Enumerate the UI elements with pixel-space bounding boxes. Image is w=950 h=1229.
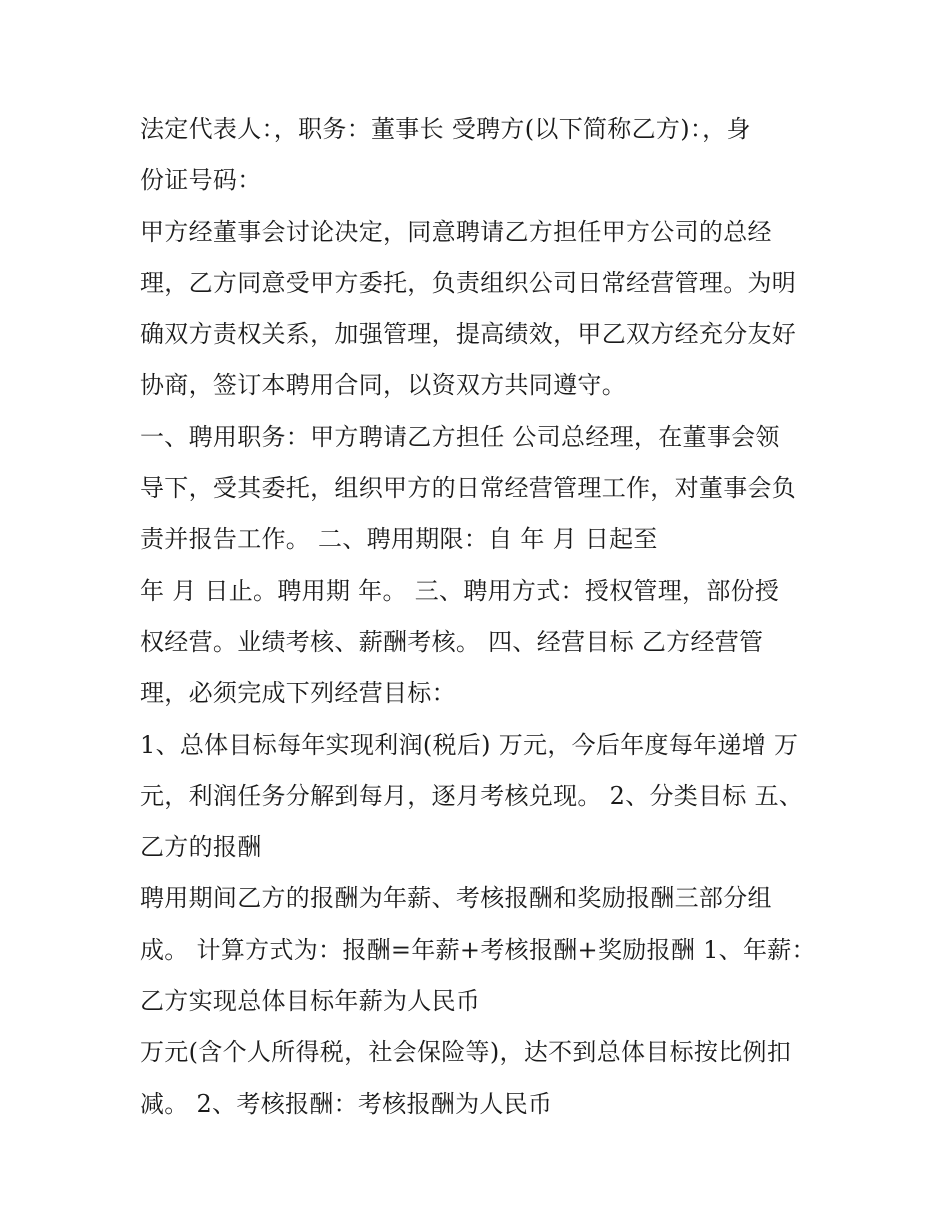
text-line: 元，利润任务分解到每月，逐月考核兑现。 2、分类目标 五、 — [140, 781, 804, 810]
text-line: 责并报告工作。 二、聘用期限：自 年 月 日起至 — [140, 525, 658, 554]
text-line: 协商，签订本聘用合同，以资双方共同遵守。 — [140, 371, 626, 400]
contract-body — [140, 104, 820, 1130]
text-line: 理，乙方同意受甲方委托，负责组织公司日常经营管理。为明 — [140, 268, 797, 297]
text-line: 甲方经董事会讨论决定，同意聘请乙方担任甲方公司的总经 — [140, 217, 772, 246]
text-line: 减。 2、考核报酬：考核报酬为人民币 — [140, 1089, 553, 1118]
text-line: 乙方的报酬 — [140, 833, 262, 862]
text-line: 1、总体目标每年实现利润(税后) 万元，今后年度每年递增 万 — [140, 730, 799, 759]
text-line: 导下，受其委托，组织甲方的日常经营管理工作，对董事会负 — [140, 474, 797, 503]
text-line: 年 月 日止。聘用期 年。 三、聘用方式：授权管理，部份授 — [140, 576, 780, 605]
text-line: 乙方实现总体目标年薪为人民币 — [140, 987, 481, 1016]
text-line: 万元(含个人所得税，社会保险等)，达不到总体目标按比例扣 — [140, 1038, 792, 1067]
text-line: 理，必须完成下列经营目标： — [140, 679, 456, 708]
text-line: 权经营。业绩考核、薪酬考核。 四、经营目标 乙方经营管 — [140, 627, 764, 656]
text-line: 法定代表人：，职务：董事长 受聘方(以下简称乙方)：，身 — [140, 115, 751, 143]
text-line: 聘用期间乙方的报酬为年薪、考核报酬和奖励报酬三部分组 — [140, 884, 772, 913]
text-line: 确双方责权关系，加强管理，提高绩效，甲乙双方经充分友好 — [140, 320, 797, 349]
text-line: 一、聘用职务：甲方聘请乙方担任 公司总经理，在董事会领 — [140, 422, 780, 451]
text-line: 份证号码： — [140, 166, 262, 195]
text-line: 成。 计算方式为：报酬=年薪+考核报酬+奖励报酬 1、年薪： — [140, 935, 816, 964]
